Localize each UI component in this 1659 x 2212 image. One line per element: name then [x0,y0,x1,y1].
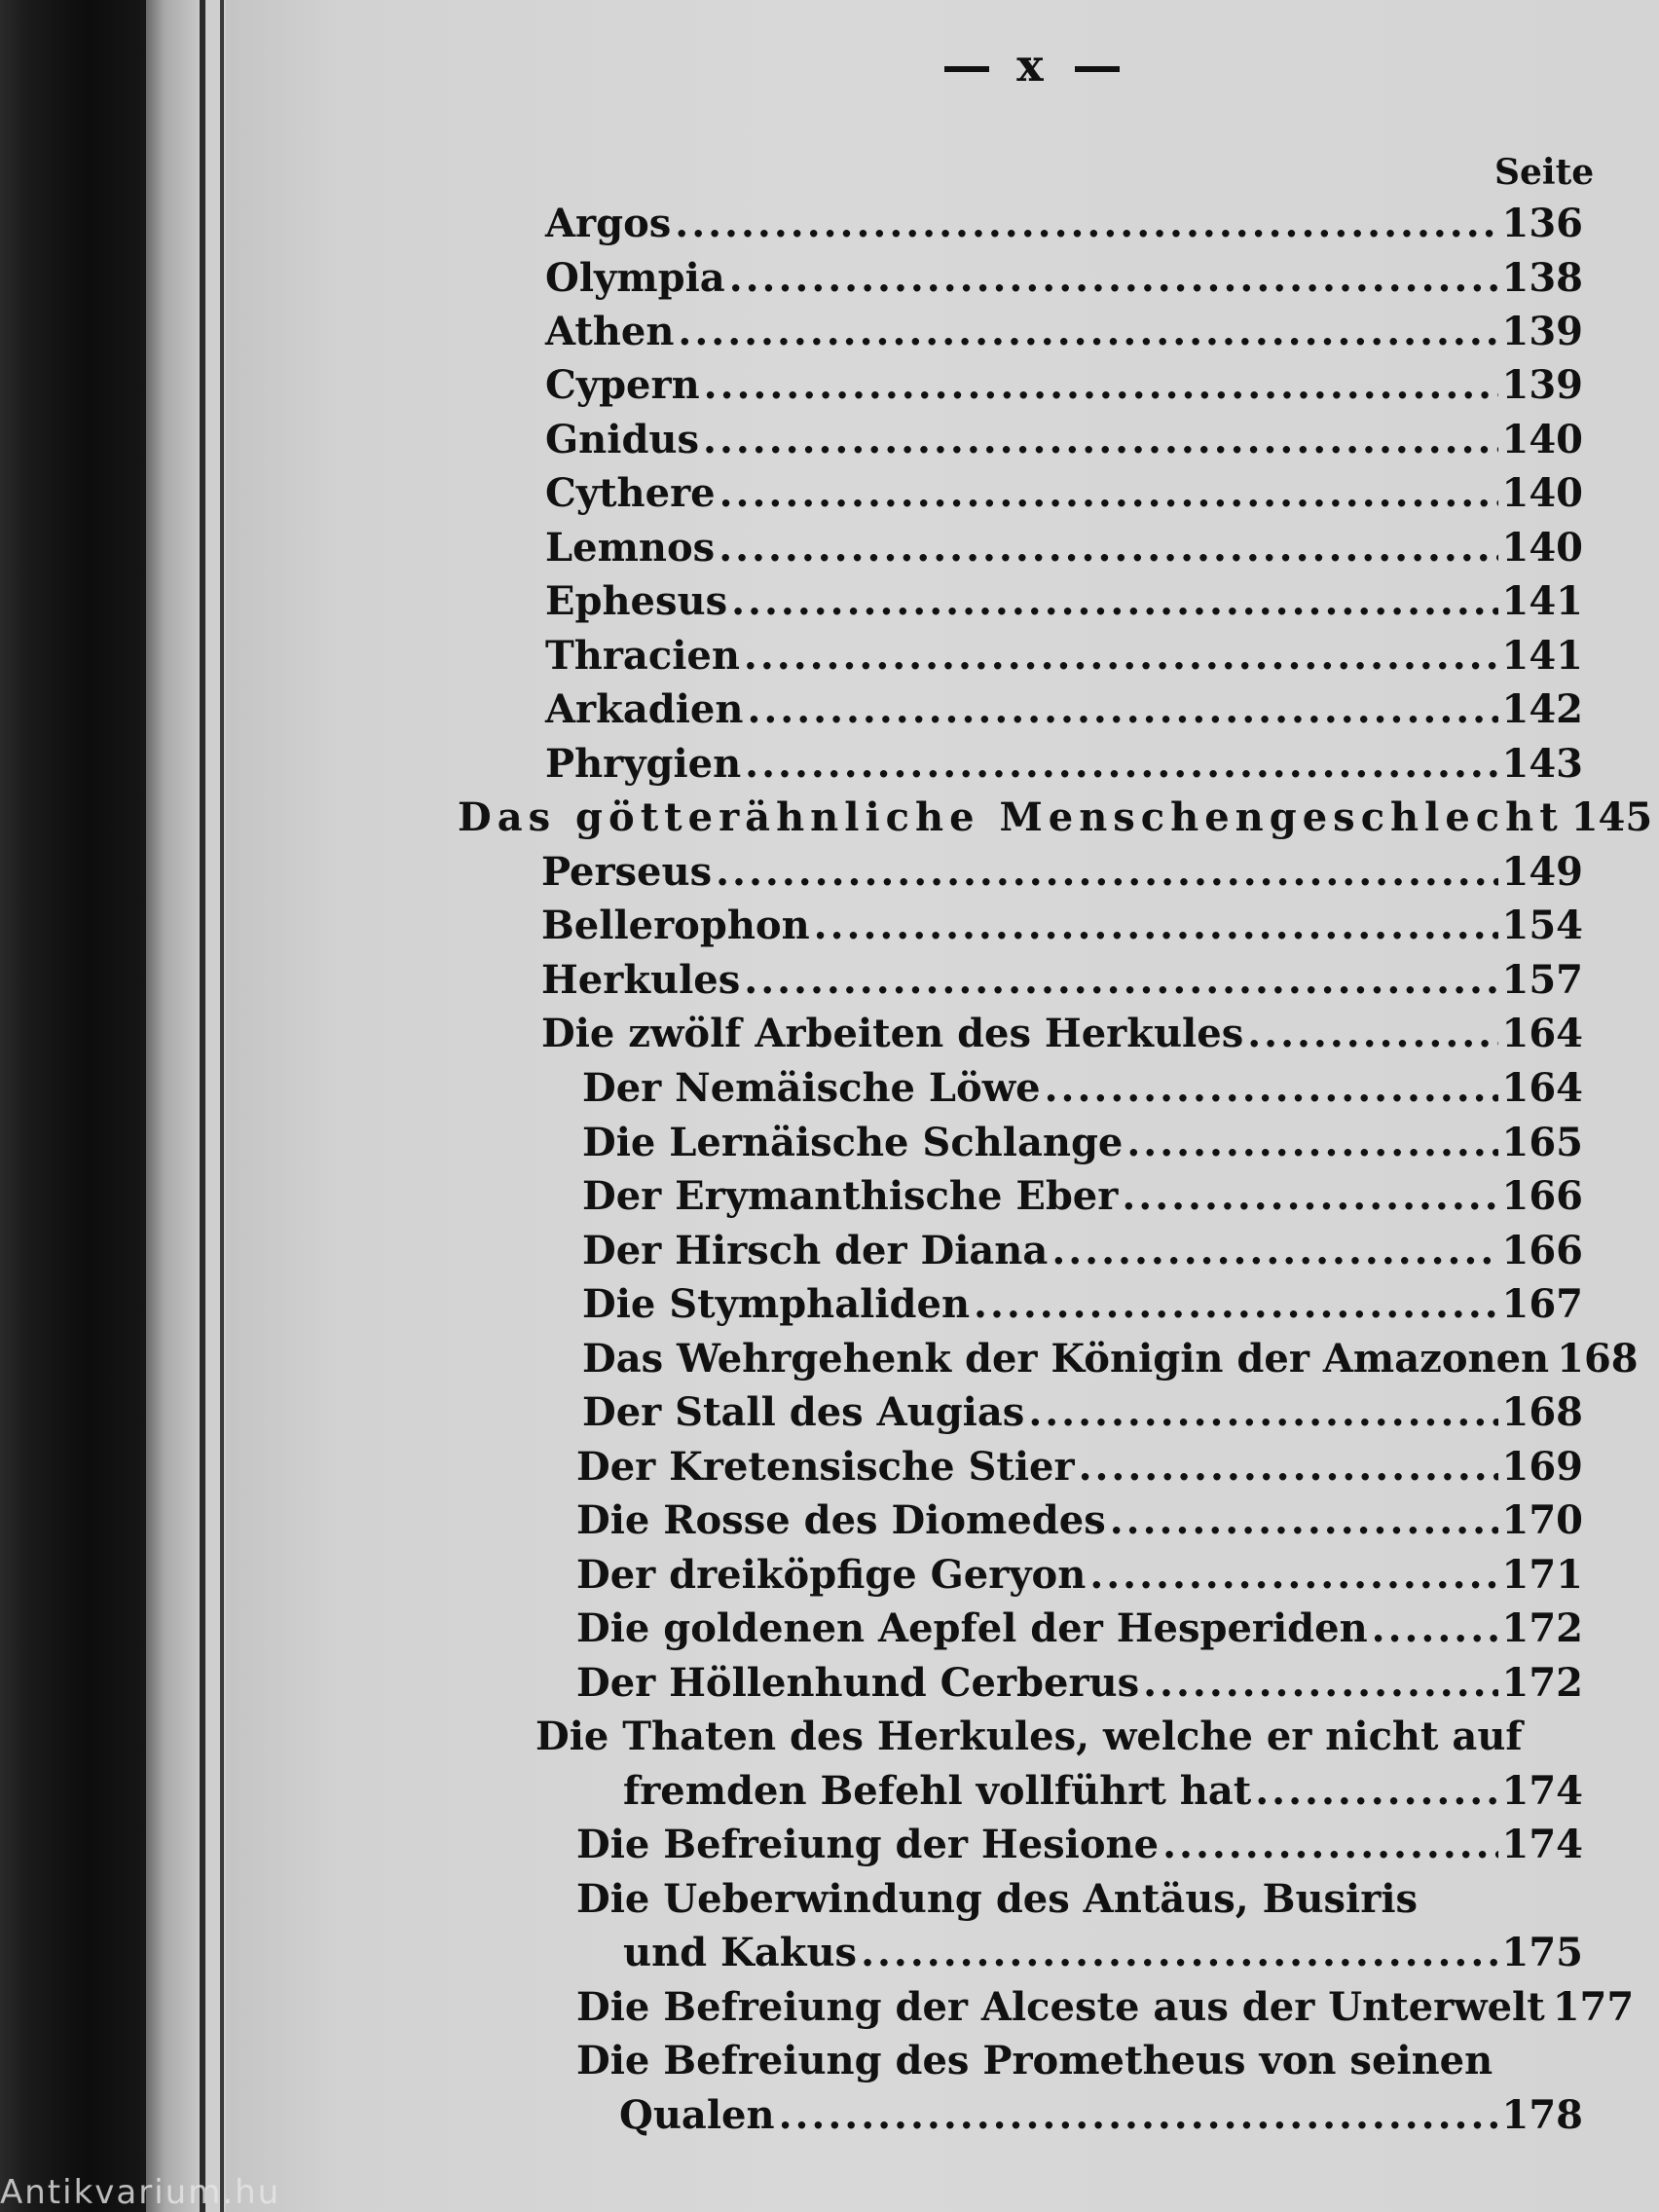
toc-entry-page: 169 [1501,1444,1583,1490]
toc-entry-page: 154 [1501,903,1583,948]
toc-subentry [576,1602,1583,1656]
toc-entry-page: 140 [1501,525,1583,571]
toc-entry-title: Der Erymanthische Eber [582,1173,1119,1219]
toc-entry-title: Die Rosse des Diomedes [576,1497,1106,1543]
toc-entry-title: Herkules [541,957,741,1003]
dot-leader [1372,1602,1498,1656]
dot-leader [744,953,1497,1008]
toc-entry-page: 175 [1501,1930,1583,1975]
toc-entry-page: 172 [1501,1660,1583,1706]
toc-entry-page: 164 [1501,1011,1583,1056]
toc-entry-title: Der Stall des Augias [582,1389,1025,1435]
dot-leader [703,413,1497,467]
toc-entry-title: Lemnos [545,525,716,571]
toc-entry-title: Ephesus [545,578,728,624]
dot-leader [678,305,1497,359]
toc-entry [541,953,1583,1008]
toc-entry-title: Der dreiköpfige Geryon [576,1552,1087,1598]
toc-entry-title: Der Höllenhund Cerberus [576,1660,1140,1706]
toc-entry-title: Der Kretensische Stier [576,1444,1075,1490]
toc-entry [541,899,1583,953]
toc-subentry [576,1548,1583,1603]
toc-entry-page: 174 [1501,1822,1583,1867]
dot-leader [1089,1548,1497,1603]
toc-subentry [582,1061,1583,1116]
toc-entry-title: Der Hirsch der Diana [582,1228,1049,1273]
toc-entry-page: 138 [1501,255,1583,301]
toc-entry-page: 142 [1501,686,1583,732]
toc-section-heading [458,791,1653,845]
toc-entry-page: 149 [1501,849,1583,895]
dot-leader [747,682,1497,737]
toc-entry-page: 177 [1552,1984,1635,2030]
toc-subentry [582,1277,1583,1332]
toc-entry-page: 145 [1570,794,1653,840]
dot-leader [1122,1169,1497,1224]
toc-subentry [582,1224,1583,1278]
toc-entry-title: Die Stymphaliden [582,1281,971,1327]
toc-entry-page: 174 [1501,1768,1583,1814]
toc-entry-page: 168 [1501,1389,1583,1435]
toc-entry-page: 164 [1501,1065,1583,1111]
dot-leader [744,629,1498,683]
toc-subentry [576,1818,1583,1872]
toc-entry-page: 171 [1501,1552,1583,1598]
toc-entry [545,197,1583,251]
dot-leader [675,197,1497,251]
toc-entry-page: 172 [1501,1605,1583,1651]
dot-leader [861,1926,1497,1980]
toc-entry-title: Das götterähnliche Menschengeschlecht [458,794,1564,840]
toc-subentry [576,1440,1583,1494]
toc-entry-title: Der Nemäische Löwe [582,1065,1041,1111]
toc-entry [545,305,1583,359]
toc-entry [545,358,1583,413]
toc-entry-title: Das Wehrgehenk der Königin der Amazonen [582,1336,1550,1382]
toc-entry [545,682,1583,737]
toc-entry [545,251,1583,306]
toc-subentry [582,1169,1583,1224]
toc-entry-page: 165 [1501,1120,1583,1165]
toc-entry-title: Argos [545,201,672,246]
toc-entry [545,737,1583,792]
page-column-label: Seite [1494,152,1595,193]
dot-leader [716,845,1497,900]
toc-entry-page: 157 [1501,957,1583,1003]
toc-entry [545,574,1583,629]
toc-entry-title-line1: Die Befreiung des Prometheus von seinen [576,2038,1493,2083]
toc-entry-title: und Kakus [623,1930,858,1975]
toc-subentry [582,1332,1639,1386]
toc-entry-title: Qualen [619,2092,775,2138]
toc-entry-page: 170 [1501,1497,1583,1543]
toc-entry-page: 140 [1501,470,1583,516]
dot-leader [1079,1440,1498,1494]
toc-entry-page: 166 [1501,1228,1583,1273]
dot-leader [1051,1224,1497,1278]
dot-leader [1028,1385,1497,1440]
toc-entry-page: 139 [1501,362,1583,408]
dot-leader [974,1277,1497,1332]
toc-entry-page: 140 [1501,417,1583,462]
toc-subentry [582,1116,1583,1170]
dot-leader [1045,1061,1498,1116]
dot-leader [1110,1493,1498,1548]
toc-entry-title: Cypern [545,362,700,408]
toc-entry [541,1007,1583,1061]
page-number: x [974,39,1090,92]
toc-entry-page: 178 [1501,2092,1583,2138]
toc-entry-page: 168 [1557,1336,1639,1382]
toc-entry-title-line1: Die Thaten des Herkules, welche er nicht auf [535,1714,1523,1759]
dot-leader [745,737,1497,792]
toc-entry-page: 141 [1501,633,1583,679]
dot-leader [1126,1116,1497,1170]
toc-entry-title-line1: Die Ueberwindung des Antäus, Busiris [576,1876,1419,1922]
dot-leader [719,521,1497,575]
toc-subentry [576,1656,1583,1711]
toc-subentry [623,1926,1583,1980]
toc-entry-page: 167 [1501,1281,1583,1327]
dot-leader [1255,1764,1497,1819]
toc-entry-title: Thracien [545,633,740,679]
dot-leader [731,574,1497,629]
toc-entry-title: Die Befreiung der Hesione [576,1822,1160,1867]
toc-entry-title: Arkadien [545,686,744,732]
toc-subentry [576,1493,1583,1548]
dot-leader [1247,1007,1497,1061]
toc-entry-title: Bellerophon [541,903,810,948]
toc-entry-title: Cythere [545,470,716,516]
toc-entry-page: 141 [1501,578,1583,624]
toc-subentry [619,2088,1583,2143]
toc-entry-title: Die goldenen Aepfel der Hesperiden [576,1605,1368,1651]
toc-subentry [576,1980,1635,2035]
toc-entry-title: fremden Befehl vollführt hat [623,1768,1252,1814]
toc-entry-title: Die Lernäische Schlange [582,1120,1124,1165]
toc-entry [545,413,1583,467]
toc-entry [545,629,1583,683]
dot-leader [704,358,1498,413]
dot-leader [1143,1656,1497,1711]
toc-entry-page: 139 [1501,309,1583,354]
watermark: Antikvarium.hu [0,2173,281,2212]
toc-entry-title: Olympia [545,255,725,301]
toc-entry [545,466,1583,521]
toc-entry-title: Perseus [541,849,713,895]
toc-entry-page: 166 [1501,1173,1583,1219]
toc-entry-page: 143 [1501,741,1583,787]
toc-entry-title: Die Befreiung der Alceste aus der Unterwelt [576,1984,1545,2030]
toc-entry-page: 136 [1501,201,1583,246]
toc-entry-title: Athen [545,309,675,354]
toc-entry [623,1764,1583,1819]
toc-entry [545,521,1583,575]
toc-entry-title: Die zwölf Arbeiten des Herkules [541,1011,1244,1056]
toc-subentry [582,1385,1583,1440]
dot-leader [814,899,1498,953]
toc-entry-title: Phrygien [545,741,742,787]
dot-leader [729,251,1498,306]
toc-entry [541,845,1583,900]
dot-leader [1162,1818,1497,1872]
dot-leader [719,466,1498,521]
toc-entry-title: Gnidus [545,417,700,462]
dot-leader [779,2088,1498,2143]
